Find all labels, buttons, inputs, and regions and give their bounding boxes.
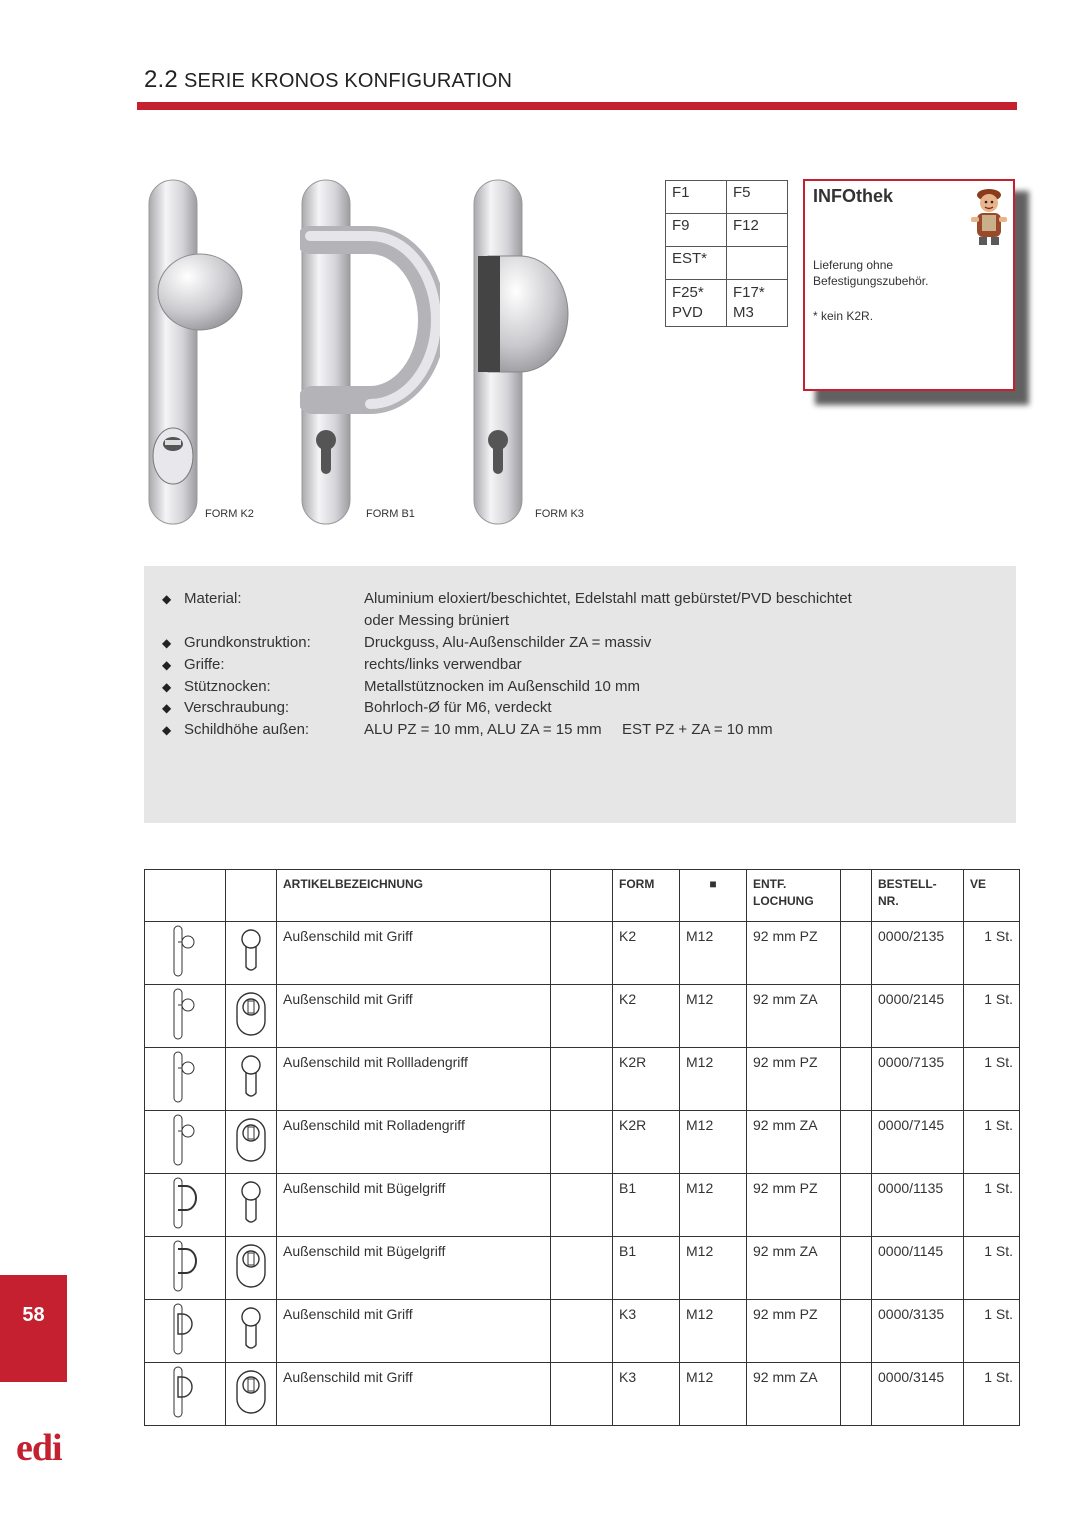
header-artikel: ARTIKELBEZEICHNUNG [277, 870, 551, 922]
cell-ve: 1 St. [964, 1363, 1020, 1426]
cell-artikel: Außenschild mit Griff [277, 985, 551, 1048]
cell-empty [841, 1048, 872, 1111]
infothek-title: INFOthek [813, 186, 894, 206]
header-rule [137, 102, 1017, 110]
cell-ve: 1 St. [964, 1174, 1020, 1237]
hole-icon-cell [226, 922, 277, 985]
spec-row-griffe [162, 654, 522, 676]
half-knob-handle-icon [168, 1343, 202, 1359]
cell-entf: 92 mm PZ [747, 922, 841, 985]
shape-icon-cell [145, 1048, 226, 1111]
profile-cylinder-hole-icon [236, 1340, 266, 1356]
profile-cylinder-hole-icon [236, 1088, 266, 1104]
cell-empty [841, 1363, 872, 1426]
cylinder-cover-icon [234, 1025, 268, 1041]
header-entf: ENTF. LOCHUNG [747, 870, 841, 922]
spec-label: Schildhöhe außen: [184, 721, 310, 738]
table-row [145, 1363, 1020, 1426]
cell-empty [841, 1300, 872, 1363]
knob-handle-icon [168, 1091, 202, 1107]
cell-form: K3 [613, 1300, 680, 1363]
table-row [145, 1111, 1020, 1174]
page-number: 58 [22, 1304, 45, 1326]
hole-icon-cell [226, 1048, 277, 1111]
cell-square: M12 [680, 1174, 747, 1237]
finish-cell: F9 [666, 214, 727, 247]
spec-value: rechts/links verwendbar [364, 656, 522, 673]
cell-bestell: 0000/3135 [872, 1300, 964, 1363]
table-header-row [145, 870, 1020, 922]
spec-row-verschraubung [162, 697, 552, 719]
diamond-bullet-icon: ◆ [162, 701, 172, 715]
cell-artikel: Außenschild mit Rolladengriff [277, 1111, 551, 1174]
section-number: 2.2 [144, 66, 178, 93]
cell-bestell: 0000/7135 [872, 1048, 964, 1111]
shape-icon-cell [145, 922, 226, 985]
hole-icon-cell [226, 1300, 277, 1363]
knob-handle-icon [168, 965, 202, 981]
shape-icon-cell [145, 1237, 226, 1300]
finish-cell: F12 [727, 214, 788, 247]
finish-cell: F25* PVD [666, 280, 727, 327]
spec-value: Metallstütznocken im Außenschild 10 mm [364, 678, 640, 695]
cell-empty [841, 1237, 872, 1300]
hole-icon-cell [226, 1363, 277, 1426]
cell-square: M12 [680, 1363, 747, 1426]
cell-entf: 92 mm ZA [747, 985, 841, 1048]
cell-empty [551, 1363, 613, 1426]
cell-entf: 92 mm ZA [747, 1237, 841, 1300]
page-number-tab [0, 1275, 67, 1382]
spec-value-extra: EST PZ + ZA = 10 mm [622, 721, 773, 738]
diamond-bullet-icon: ◆ [162, 658, 172, 672]
spec-row-material [162, 588, 852, 610]
cell-bestell: 0000/1145 [872, 1237, 964, 1300]
cell-bestell: 0000/2135 [872, 922, 964, 985]
cell-form: K2R [613, 1111, 680, 1174]
cell-empty [551, 922, 613, 985]
section-title-text: SERIE KRONOS KONFIGURATION [183, 70, 513, 92]
diamond-bullet-icon: ◆ [162, 680, 172, 694]
cell-ve: 1 St. [964, 1237, 1020, 1300]
cell-empty [841, 922, 872, 985]
infothek-note: * kein K2R. [813, 309, 874, 323]
header-bestell: BESTELL- NR. [872, 870, 964, 922]
diamond-bullet-icon: ◆ [162, 723, 172, 737]
cell-form: B1 [613, 1237, 680, 1300]
shape-icon-cell [145, 985, 226, 1048]
spec-value: oder Messing brüniert [364, 612, 510, 629]
spec-label: Verschraubung: [184, 699, 290, 716]
spec-label: Stütznocken: [184, 678, 271, 695]
spec-value: ALU PZ = 10 mm, ALU ZA = 15 mm [364, 721, 602, 738]
infothek-box [803, 179, 1015, 391]
shape-icon-cell [145, 1363, 226, 1426]
cell-form: B1 [613, 1174, 680, 1237]
cell-empty [551, 1300, 613, 1363]
cell-empty [551, 985, 613, 1048]
spec-row-stuetznocken [162, 676, 640, 698]
cell-bestell: 0000/1135 [872, 1174, 964, 1237]
header-ve: VE [964, 870, 1020, 922]
section-title [144, 66, 512, 94]
spec-row-grundkonstruktion [162, 632, 652, 654]
cell-ve: 1 St. [964, 1300, 1020, 1363]
cylinder-cover-icon [234, 1151, 268, 1167]
knob-handle-icon [168, 1028, 202, 1044]
cell-empty [841, 985, 872, 1048]
worker-mascot-icon [967, 185, 1011, 247]
hole-icon-cell [226, 985, 277, 1048]
table-row [145, 985, 1020, 1048]
header-empty [551, 870, 613, 922]
finish-cell: F5 [727, 181, 788, 214]
table-row [145, 1048, 1020, 1111]
knob-escutcheon-icon [145, 178, 255, 526]
bow-handle-escutcheon-icon [300, 178, 440, 526]
cell-square: M12 [680, 985, 747, 1048]
diamond-bullet-icon: ◆ [162, 636, 172, 650]
cell-form: K2 [613, 922, 680, 985]
cell-artikel: Außenschild mit Bügelgriff [277, 1237, 551, 1300]
finish-cell [727, 247, 788, 280]
cell-empty [841, 1174, 872, 1237]
cylinder-cover-icon [234, 1403, 268, 1419]
spec-label: Material: [184, 590, 242, 607]
cell-entf: 92 mm PZ [747, 1300, 841, 1363]
header-cell-hole [226, 870, 277, 922]
header-square: ■ [680, 870, 747, 922]
cell-empty [551, 1111, 613, 1174]
cell-entf: 92 mm PZ [747, 1048, 841, 1111]
spec-label: Griffe: [184, 656, 225, 673]
cell-form: K2R [613, 1048, 680, 1111]
cell-square: M12 [680, 1111, 747, 1174]
finish-cell: EST* [666, 247, 727, 280]
finish-cell: F1 [666, 181, 727, 214]
half-round-knob-escutcheon-icon [470, 178, 580, 526]
cell-entf: 92 mm ZA [747, 1111, 841, 1174]
finish-cell: F17* M3 [727, 280, 788, 327]
cell-artikel: Außenschild mit Rollladengriff [277, 1048, 551, 1111]
header-empty [841, 870, 872, 922]
cell-ve: 1 St. [964, 922, 1020, 985]
cell-empty [551, 1174, 613, 1237]
half-knob-handle-icon [168, 1406, 202, 1422]
profile-cylinder-hole-icon [236, 1214, 266, 1230]
product-caption-k2: FORM K2 [205, 508, 254, 520]
header-form: FORM [613, 870, 680, 922]
cell-artikel: Außenschild mit Griff [277, 1363, 551, 1426]
specs-panel [144, 566, 1016, 823]
spec-row-schildhoehe [162, 719, 773, 741]
shape-icon-cell [145, 1174, 226, 1237]
bow-handle-icon [168, 1280, 202, 1296]
cell-bestell: 0000/2145 [872, 985, 964, 1048]
edi-logo: edi [16, 1427, 62, 1469]
cell-square: M12 [680, 922, 747, 985]
cell-form: K2 [613, 985, 680, 1048]
finish-grid [665, 180, 788, 327]
cell-entf: 92 mm PZ [747, 1174, 841, 1237]
table-row [145, 922, 1020, 985]
shape-icon-cell [145, 1300, 226, 1363]
hole-icon-cell [226, 1174, 277, 1237]
header-cell-shape [145, 870, 226, 922]
cell-artikel: Außenschild mit Bügelgriff [277, 1174, 551, 1237]
shape-icon-cell [145, 1111, 226, 1174]
hole-icon-cell [226, 1111, 277, 1174]
product-caption-b1: FORM B1 [366, 508, 415, 520]
bow-handle-icon [168, 1217, 202, 1233]
table-row [145, 1237, 1020, 1300]
articles-table [144, 869, 1020, 1426]
cell-entf: 92 mm ZA [747, 1363, 841, 1426]
cell-square: M12 [680, 1300, 747, 1363]
diamond-bullet-icon: ◆ [162, 592, 172, 606]
cell-ve: 1 St. [964, 985, 1020, 1048]
hole-icon-cell [226, 1237, 277, 1300]
cell-square: M12 [680, 1048, 747, 1111]
spec-value: Aluminium eloxiert/beschichtet, Edelstahl matt gebürstet/PVD beschichtet [364, 590, 852, 607]
cell-bestell: 0000/3145 [872, 1363, 964, 1426]
cell-form: K3 [613, 1363, 680, 1426]
cell-artikel: Außenschild mit Griff [277, 922, 551, 985]
cell-empty [551, 1048, 613, 1111]
cell-empty [841, 1111, 872, 1174]
knob-handle-icon [168, 1154, 202, 1170]
cylinder-cover-icon [234, 1277, 268, 1293]
table-row [145, 1300, 1020, 1363]
cell-ve: 1 St. [964, 1048, 1020, 1111]
cell-square: M12 [680, 1237, 747, 1300]
cell-ve: 1 St. [964, 1111, 1020, 1174]
cell-empty [551, 1237, 613, 1300]
cell-bestell: 0000/7145 [872, 1111, 964, 1174]
profile-cylinder-hole-icon [236, 962, 266, 978]
infothek-text: Lieferung ohne Befestigungszubehör. [813, 258, 929, 288]
spec-value: Druckguss, Alu-Außenschilder ZA = massiv [364, 634, 652, 651]
product-caption-k3: FORM K3 [535, 508, 584, 520]
cell-artikel: Außenschild mit Griff [277, 1300, 551, 1363]
spec-value: Bohrloch-Ø für M6, verdeckt [364, 699, 552, 716]
spec-label: Grundkonstruktion: [184, 634, 311, 651]
table-row [145, 1174, 1020, 1237]
